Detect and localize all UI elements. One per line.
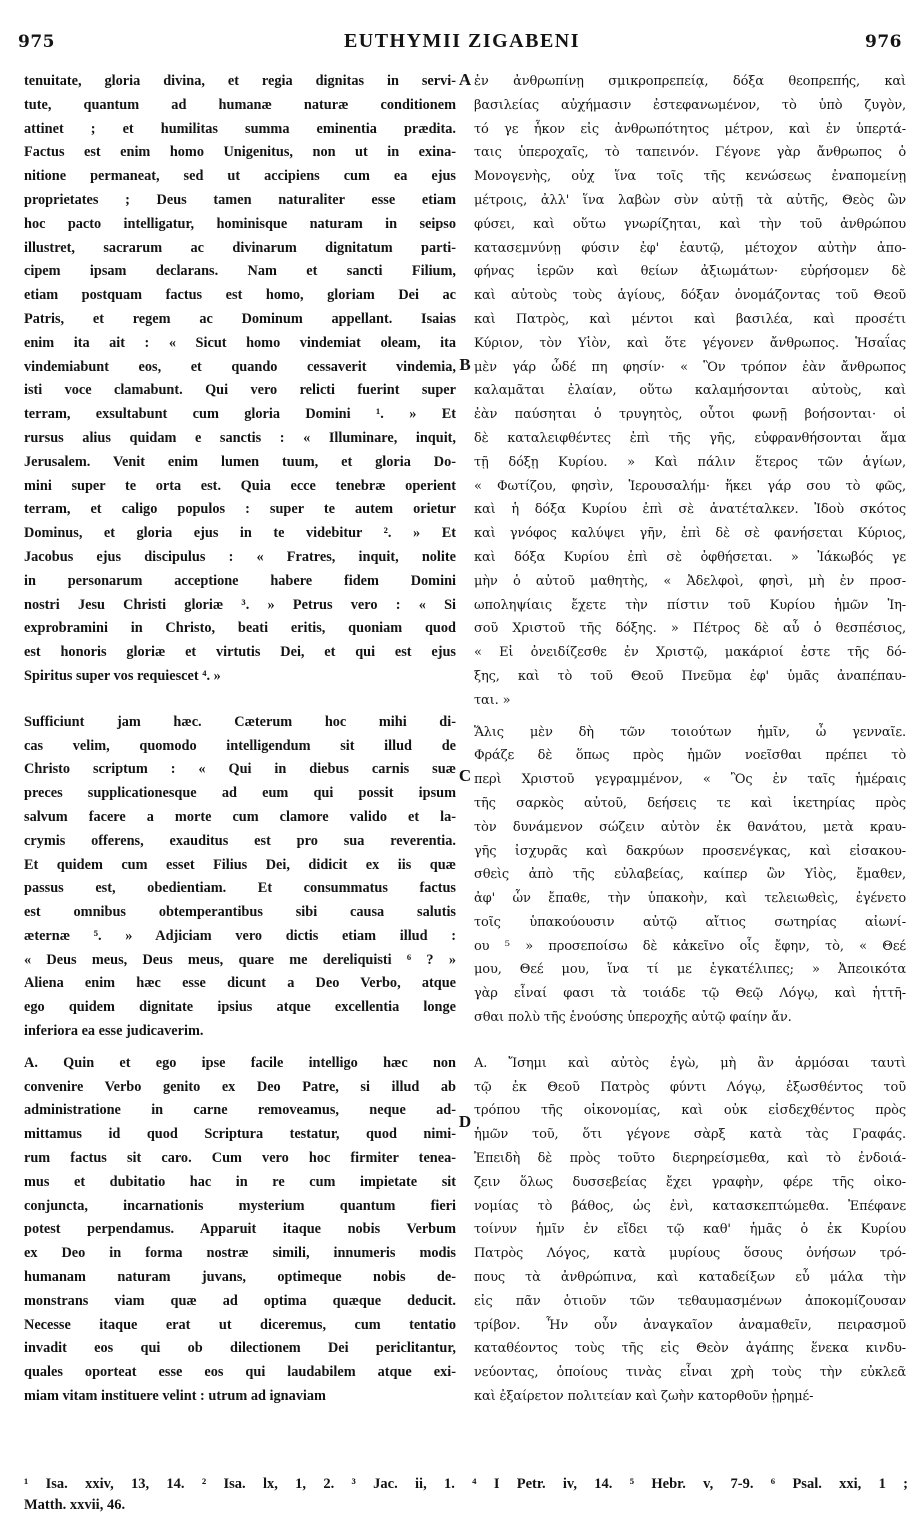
page-number-left: 975 (18, 32, 55, 52)
text-line: miam vitam instituere velint : utrum ad ignaviam (24, 1388, 326, 1405)
text-line: δὲ καταλειφθέντες ἐπὶ τῆς γῆς, εὐφρανθήσονται ἅμα (474, 430, 906, 446)
section-marker-c: C (458, 766, 472, 785)
text-line: μὴν ὁ αὐτοῦ μαθητὴς, « Ἀδελφοὶ, φησὶ, μὴ ἐν προσ- (474, 573, 906, 589)
text-line: τῇ δόξῃ Κυρίου. » Καὶ πάλιν ἕτερος τῶν ἁγίων, (474, 454, 906, 470)
text-line: καὶ ἡ δόξα Κυρίου ἐπὶ σὲ ἀνατέταλκεν. Ἰδοὺ σκότος (474, 502, 906, 518)
text-line: Α. Ἴσημι καὶ αὐτὸς ἐγὼ, μὴ ἂν ἁρμόσαι ταυτὶ (474, 1055, 906, 1071)
text-line: τῷ ἐκ Θεοῦ Πατρὸς φύντι Λόγῳ, ἐξωσθέντος τοῦ (474, 1079, 906, 1095)
text-line: quales oporteat esse eos qui laudabilem atque exi- (24, 1364, 456, 1381)
text-line: σθαι πολὺ τῆς ἑνούσης ὑπεροχῆς αὐτῷ φαίην ἄν. (474, 1010, 792, 1026)
latin-column (24, 70, 456, 1409)
text-line: « Φωτίζου, φησὶν, Ἱερουσαλήμ· ἥκει γάρ σου τὸ φῶς, (474, 478, 906, 494)
text-line: invadit eos qui ob dilectionem Dei periclitantur, (24, 1340, 456, 1357)
text-line: conjuncta, incarnationis mysterium quantum fieri (24, 1197, 456, 1214)
section-marker-b: B (459, 355, 471, 374)
text-line: ου ⁵ » προσεποίσω δὲ κἀκεῖνο οἷς ἔφην, τὸ, « Θεέ (474, 938, 906, 954)
text-line: γὰρ εἶναί φασι τὰ τοιάδε τῷ Θεῷ Λόγῳ, καὶ ἡττῆ- (474, 986, 906, 1002)
text-line: γῆς ἰσχυρᾶς καὶ δακρύων προσενέγκας, καὶ εἰσακου- (474, 843, 906, 859)
text-line: vindemiabunt eos, et quando cessaverit vindemia, (24, 358, 456, 375)
text-line: Dominus, et gloria ejus in te videbitur ². » Et (24, 525, 456, 542)
text-line: nostri Jesu Christi gloriæ ³. » Petrus vero : « Si (24, 596, 456, 613)
text-line: καὶ Πατρὸς, καὶ μέντοι καὶ βασιλέα, καὶ προσέτι (474, 311, 906, 327)
text-line: æternæ ⁵. » Adjiciam vero dictis etiam illud : (24, 927, 456, 944)
text-line: τρόπου τῆς οἰκονομίας, καὶ οὐκ εἰσδεχθέντος πρὸς (474, 1103, 906, 1119)
text-line: εἰς πᾶν ὁτιοῦν τῶν τεθαυμασμένων ἀποκομίζουσαν (474, 1293, 906, 1309)
text-line: mini super te orta est. Quia ecce tenebræ operient (24, 477, 456, 494)
text-line: enim ita ait : « Sicut homo vindemiat oleam, ita (24, 334, 456, 351)
text-line: Aliena enim hæc esse dicunt a Deo Verbo, atque (24, 975, 456, 992)
text-line: καταθέοντος τοὺς τῆς εἰς Θεὸν ἀγάπης ἕνεκα κινδυ- (474, 1341, 906, 1357)
text-line: nitione permaneat, sed ut accipiens cum ea ejus (24, 168, 456, 185)
text-line: proprietates ; Deus tamen naturaliter esse etiam (24, 191, 456, 208)
text-line: Jacobus ejus discipulus : « Fratres, inquit, nolite (24, 548, 456, 565)
section-marker-a: A (458, 70, 472, 89)
text-line: Ἐπειδὴ δὲ πρὸς τοῦτο διερηρείσμεθα, καὶ τὸ ἐνδοιά- (474, 1151, 906, 1167)
text-line: τρίβον. Ἦν οὖν ἀναγκαῖον ἀναμαθεῖν, πειρασμοῦ (474, 1317, 906, 1333)
running-title: EUTHYMII ZIGABENI (343, 30, 581, 52)
text-line: ἐὰν παύσηται ὁ τρυγητὸς, οὗτοι φωνῇ βοήσονται· οἱ (474, 407, 906, 423)
text-line: Μονογενὴς, οὐχ ἵνα τοῖς τῆς κενώσεως ἐναπομείνῃ (474, 169, 906, 185)
text-line: σοῦ Χριστοῦ τῆς δόξης. » Πέτρος δὲ αὖ ὁ θεσπέσιος, (474, 621, 906, 637)
text-line: φήνας ἱερῶν καὶ θείων ἀξιωμάτων· εὑρήσομεν δὲ (474, 264, 906, 280)
text-line: Christo scriptum : « Qui in diebus carnis suæ (24, 761, 456, 778)
text-line: ται. » (474, 692, 511, 708)
footnotes (24, 1473, 908, 1515)
text-line: νεύοντας, ὁποίους τινὰς εἶναι χρὴ τοὺς τὴν εὐκλεᾶ (474, 1365, 906, 1381)
text-line: cipem ipsam declarans. Nam et sancti Filium, (24, 263, 456, 280)
text-line: βασιλείας αὐχήμασιν ἐστεφανωμένον, τὸ ὑπὸ ζυγὸν, (474, 97, 906, 113)
text-line: « Deus meus, Deus meus, quare me dereliquisti ⁶ ? » (24, 951, 456, 968)
text-line: ξης, καὶ τὸ τοῦ Θεοῦ Πνεῦμα ἐφ' ὑμᾶς ἀναπέπαυ- (474, 668, 906, 684)
text-line: isti voce clamabunt. Qui vero relicti fuerint super (24, 382, 456, 399)
text-line: potest perpendamus. Apparuit itaque nobis Verbum (24, 1221, 456, 1238)
text-line: convenire Verbo genito ex Deo Patre, si illud ab (24, 1078, 456, 1095)
text-line: τοῖς ὑπακούουσιν αὐτῷ αἴτιος σωτηρίας αἰωνί- (474, 914, 906, 930)
text-line: etiam postquam factus est homo, gloriam Dei ac (24, 287, 456, 304)
text-line: cas velim, quomodo intelligendum sit illud de (24, 737, 456, 754)
page-header (18, 30, 906, 56)
text-line: τό γε ἧκον εἰς ἀνθρωπότητος μέτρον, καὶ ἐν ὑπερτά- (474, 121, 906, 137)
text-line: ζειν ὅλως δυσσεβείας ἔχει γραφὴν, φέρε τῆς οἰκο- (474, 1174, 906, 1190)
text-line: illustret, sacrarum ac divinarum dignitatum parti- (24, 239, 456, 256)
text-line: exprobramini in Christo, beati eritis, quoniam quod (24, 620, 456, 637)
text-line: ego quidem dignitate ipsius atque excellentia longe (24, 999, 456, 1016)
text-line: Spiritus super vos requiescet ⁴. » (24, 667, 221, 684)
text-line: rursus alius quidam e sanctis : « Illuminare, inquit, (24, 429, 456, 446)
text-line: τὸν δυνάμενον σώζειν αὐτὸν ἐκ θανάτου, μετὰ κραυ- (474, 819, 906, 835)
text-line: terram, exsultabunt cum gloria Domini ¹. » Et (24, 406, 456, 423)
text-line: terram, et caligo populos : super te autem orietur (24, 501, 456, 518)
text-line: ἐν ἀνθρωπίνῃ σμικροπρεπείᾳ, δόξα θεοπρεπής, καὶ (474, 74, 906, 89)
text-line: hoc pacto intelligatur, hominisque naturam in seipso (24, 215, 456, 232)
text-line: monstrans viam quæ ad optima quæque deducit. (24, 1292, 456, 1309)
text-line: Πατρὸς Λόγος, κατὰ μυρίους ὅσους ὀνήσων τρό- (474, 1246, 906, 1262)
text-line: tute, quantum ad humanæ naturæ conditionem (24, 96, 456, 113)
text-line: salvum facere a morte cum clamore valido et la- (24, 808, 456, 825)
text-line: Ἅλις μὲν δὴ τῶν τοιούτων ἡμῖν, ὦ γενναῖε. (474, 724, 906, 740)
text-line: μὲν γάρ ὧδέ πη φησίν· « Ὃν τρόπον ἐὰν ἄνθρωπος (474, 359, 906, 375)
text-line: μου, Θεέ μου, ἵνα τί με ἐγκατέλιπες; » Ἀπεοικότα (474, 962, 906, 978)
text-line: νομίας τὸ βάθος, ὡς ἐνὶ, κατασκεπτώμεθα. Ἐπέφανε (474, 1198, 906, 1214)
text-line: administratione in carne removeamus, neque ad- (24, 1102, 456, 1119)
text-line: in personarum acceptione habere fidem Domini (24, 572, 456, 589)
text-line: ex Deo in forma nostræ simili, innumeris modis (24, 1245, 456, 1262)
text-line: καὶ γνόφος καλύψει γῆν, ἐπὶ δὲ σὲ φανήσεται Κύριος, (474, 526, 906, 542)
text-line: preces supplicationesque ad eum qui possit ipsum (24, 785, 456, 802)
text-line: inferiora ea esse judicaverim. (24, 1023, 204, 1040)
text-line: est omnibus obtemperantibus sibi causa salutis (24, 904, 456, 921)
text-line: ἀφ' ὧν ἔπαθε, τὴν ὑπακοὴν, καὶ τελειωθεὶς, ἐγένετο (474, 891, 906, 907)
text-line: καὶ αὐτοὺς τοὺς ἁγίους, δόξαν ὀνομάζοντας τοῦ Θεοῦ (474, 288, 906, 304)
text-line: « Εἰ ὀνειδίζεσθε ἐν Χριστῷ, μακάριοί ἐστε τῆς δό- (474, 645, 906, 661)
text-line: Factus est enim homo Unigenitus, non ut in exina- (24, 144, 456, 161)
footnote-line: Matth. xxvii, 46. (24, 1497, 126, 1513)
section-marker-d: D (458, 1112, 472, 1131)
page-number-right: 976 (865, 32, 902, 52)
footnote-line: ¹ Isa. xxiv, 13, 14. ² Isa. lx, 1, 2. ³ Jac. ii, 1. ⁴ I Petr. iv, 14. ⁵ Hebr. v, 7-9. ⁶ Psal. xxi, 1 ; (24, 1476, 908, 1492)
text-line: μέτροις, ἀλλ' ἵνα λαβὼν σὺν αὐτῇ τὰ αὐτῆς, Θεὸς ὢν (474, 192, 906, 208)
text-line: καὶ ἐξαίρετον πολιτείαν καὶ ζωὴν κατορθοῦν ᾑρημέ- (474, 1389, 814, 1405)
text-line: A. Quin et ego ipse facile intelligo hæc non (24, 1054, 456, 1071)
text-line: est honoris gloriæ et virtutis Dei, et qui est ejus (24, 644, 456, 661)
text-line: πους τὰ ἀνθρώπινα, καὶ καταδείξων εὖ μάλα τὴν (474, 1270, 906, 1286)
text-line: mittamus id quod Scriptura testatur, quod nimi- (24, 1126, 456, 1143)
text-line: crymis offerens, exauditus est pro sua reverentia. (24, 832, 456, 849)
text-line: Φράζε δὲ ὅπως πρὸς ἡμῶν νοεῖσθαι πρέπει τὸ (474, 748, 906, 764)
text-line: καλαμᾶται ἐλαίαν, οὕτω καλαμήσονται αὐτοὺς, καὶ (474, 383, 906, 399)
text-line: Κύριον, τὸν Υἱὸν, καὶ ὅτε γέγονεν ἄνθρωπος. Ἡσαΐας (474, 335, 906, 351)
text-line: humanam naturam juvans, optimeque nobis de- (24, 1269, 456, 1286)
text-line: ταις ὑπεροχαῖς, τὸ ταπεινόν. Γέγονε γὰρ ἄνθρωπος ὁ (474, 145, 906, 161)
text-line: mus et dubitatio hac in re cum impietate sit (24, 1173, 456, 1190)
text-line: τοίνυν ἡμῖν ἐν εἴδει τῷ καθ' ἡμᾶς ὁ ἐκ Κυρίου (474, 1222, 906, 1238)
text-line: Patris, et regem ac Dominum appellant. Isaias (24, 310, 456, 327)
text-line: περὶ Χριστοῦ γεγραμμένον, « Ὃς ἐν ταῖς ἡμέραις (474, 772, 906, 788)
text-line: κατασεμνύνῃ φύσιν ἐφ' ἑαυτῷ, μέτοχον αὐτὴν ἀπο- (474, 240, 906, 256)
text-line: σθεὶς ἀπὸ τῆς εὐλαβείας, καίπερ ὢν Υἱὸς, ἔμαθεν, (474, 867, 906, 883)
text-line: φύσει, καὶ οὕτω γνωρίζηται, καὶ τὴν τοῦ ἀνθρώπου (474, 216, 906, 232)
text-line: passus est, obedientiam. Et consummatus factus (24, 880, 456, 897)
text-line: tenuitate, gloria divina, et regia dignitas in servi- (24, 73, 456, 89)
text-line: καὶ δόξα Κυρίου ἐπὶ σὲ ὀφθήσεται. » Ἰάκωβός γε (474, 549, 906, 565)
text-line: Jerusalem. Venit enim lumen tuum, et gloria Do- (24, 453, 456, 470)
text-line: ωποληψίαις ἔχετε τὴν πίστιν τοῦ Κυρίου ἡμῶν Ἰη- (474, 597, 906, 613)
greek-column (474, 70, 906, 1409)
text-line: attinet ; et humilitas summa eminentia prædita. (24, 120, 456, 137)
text-line: τῆς σαρκὸς αὐτοῦ, δεήσεις τε καὶ ἱκετηρίας πρὸς (474, 795, 906, 811)
text-line: Necesse itaque erat ut diceremus, cum tentatio (24, 1316, 456, 1333)
text-line: ἡμῶν τοῦ, ὅτι γέγονε σὰρξ κατὰ τὰς Γραφάς. (474, 1127, 906, 1143)
text-line: Sufficiunt jam hæc. Cæterum hoc mihi di- (24, 713, 456, 730)
text-line: rum factus sit caro. Cum vero hoc firmiter tenea- (24, 1150, 456, 1167)
text-line: Et quidem cum esset Filius Dei, didicit ex iis quæ (24, 856, 456, 873)
